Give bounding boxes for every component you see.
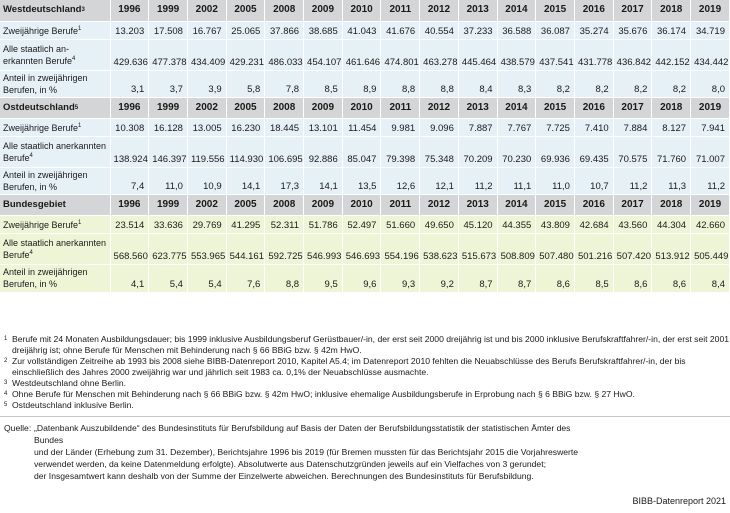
table-cell: 16.230 <box>226 118 265 136</box>
table-cell: 36.588 <box>497 21 536 39</box>
source-label: Quelle: <box>4 423 32 433</box>
table-cell: 7,6 <box>226 264 265 292</box>
row-label: Alle staatlich anerkannten Berufe$^4$ <box>0 233 110 264</box>
year-header: 2014 <box>497 0 536 21</box>
section-westdeutschland <box>0 0 730 97</box>
row-label: Anteil in zweijährigen Berufen, in % <box>0 264 110 292</box>
table-cell: 11,2 <box>458 167 497 194</box>
table-cell: 10.308 <box>110 118 149 136</box>
table-cell: 8,2 <box>652 70 691 97</box>
table-cell: 14,1 <box>226 167 265 194</box>
table-cell: 79.398 <box>381 136 420 167</box>
year-header: 1999 <box>149 194 188 215</box>
table-cell: 36.087 <box>536 21 575 39</box>
table-cell: 9,6 <box>342 264 381 292</box>
table-cell: 11,1 <box>497 167 536 194</box>
table-cell: 8,2 <box>613 70 652 97</box>
table-cell: 51.786 <box>304 215 343 233</box>
table-cell: 434.442 <box>691 39 730 70</box>
table-cell: 13.005 <box>187 118 226 136</box>
table-cell: 41.676 <box>381 21 420 39</box>
table-cell: 568.560 <box>110 233 149 264</box>
table-cell: 10,7 <box>574 167 613 194</box>
table-cell: 5,8 <box>226 70 265 97</box>
table-cell: 13.101 <box>304 118 343 136</box>
table-cell: 69.936 <box>536 136 575 167</box>
table-row <box>0 215 730 233</box>
year-header: 2019 <box>691 194 730 215</box>
year-header: 2019 <box>691 97 730 118</box>
table-cell: 11,0 <box>536 167 575 194</box>
table-cell: 546.993 <box>304 233 343 264</box>
table-cell: 40.554 <box>420 21 459 39</box>
table-cell: 85.047 <box>342 136 381 167</box>
table-row <box>0 136 730 167</box>
row-label: Alle staatlich an-erkannten Berufe$^4$ <box>0 39 110 70</box>
table-cell: 33.636 <box>149 215 188 233</box>
table-cell: 8,0 <box>691 70 730 97</box>
year-header: 2008 <box>265 97 304 118</box>
table-cell: 445.464 <box>458 39 497 70</box>
table-cell: 429.231 <box>226 39 265 70</box>
table-cell: 29.769 <box>187 215 226 233</box>
table-cell: 138.924 <box>110 136 149 167</box>
table-cell: 7.725 <box>536 118 575 136</box>
table-cell: 7.887 <box>458 118 497 136</box>
table-cell: 438.579 <box>497 39 536 70</box>
table-cell: 508.809 <box>497 233 536 264</box>
table-cell: 52.497 <box>342 215 381 233</box>
year-header: 2015 <box>536 97 575 118</box>
source-line: und der Länder (Erhebung zum 31. Dezember), Berichtsjahre 1996 bis 2019 (für Bremen mussten für das Berichtsjahr 2015 die Vorjahreswerte <box>34 447 579 457</box>
table-cell: 36.174 <box>652 21 691 39</box>
table-cell: 8,8 <box>265 264 304 292</box>
row-label: Zweijährige Berufe$^1$ <box>0 21 110 39</box>
table-cell: 486.033 <box>265 39 304 70</box>
table-cell: 11,3 <box>652 167 691 194</box>
table-cell: 35.676 <box>613 21 652 39</box>
year-header: 1996 <box>110 97 149 118</box>
table-cell: 18.445 <box>265 118 304 136</box>
table-cell: 12,1 <box>420 167 459 194</box>
year-header: 2016 <box>574 97 613 118</box>
table-row <box>0 39 730 70</box>
year-header: 2012 <box>420 97 459 118</box>
table-cell: 49.650 <box>420 215 459 233</box>
table-cell: 23.514 <box>110 215 149 233</box>
table-cell: 515.673 <box>458 233 497 264</box>
table-cell: 513.912 <box>652 233 691 264</box>
table-cell: 429.636 <box>110 39 149 70</box>
table-cell: 3,7 <box>149 70 188 97</box>
table-cell: 8,4 <box>691 264 730 292</box>
section-ostdeutschland <box>0 97 730 194</box>
row-label: Anteil in zweijährigen Berufen, in % <box>0 70 110 97</box>
year-header: 2012 <box>420 0 459 21</box>
row-label: Zweijährige Berufe$^1$ <box>0 118 110 136</box>
table-cell: 436.842 <box>613 39 652 70</box>
table-cell: 16.767 <box>187 21 226 39</box>
source-text <box>34 422 594 482</box>
year-header: 2016 <box>574 0 613 21</box>
year-header: 1996 <box>110 0 149 21</box>
table-cell: 8.127 <box>652 118 691 136</box>
table-row <box>0 264 730 292</box>
table-cell: 13.203 <box>110 21 149 39</box>
table-cell: 37.233 <box>458 21 497 39</box>
table-cell: 37.866 <box>265 21 304 39</box>
section-header-row <box>0 0 730 21</box>
table-cell: 501.216 <box>574 233 613 264</box>
region-title: Westdeutschland$^3$ <box>0 0 110 21</box>
table-cell: 71.007 <box>691 136 730 167</box>
footnote: 5 Ostdeutschland inklusive Berlin. <box>4 400 134 410</box>
region-title: Bundesgebiet <box>0 194 110 215</box>
section-bundesgebiet <box>0 194 730 292</box>
table-row <box>0 70 730 97</box>
year-header: 2008 <box>265 0 304 21</box>
table-cell: 8,3 <box>497 70 536 97</box>
table-cell: 43.560 <box>613 215 652 233</box>
table-cell: 34.719 <box>691 21 730 39</box>
year-header: 1999 <box>149 97 188 118</box>
table-cell: 42.660 <box>691 215 730 233</box>
table-cell: 69.435 <box>574 136 613 167</box>
section-header-row <box>0 97 730 118</box>
table-row <box>0 233 730 264</box>
table-cell: 14,1 <box>304 167 343 194</box>
year-header: 2018 <box>652 194 691 215</box>
table-cell: 7.410 <box>574 118 613 136</box>
table-cell: 507.480 <box>536 233 575 264</box>
row-label: Anteil in zweijährigen Berufen, in % <box>0 167 110 194</box>
table-cell: 38.685 <box>304 21 343 39</box>
table-cell: 11.454 <box>342 118 381 136</box>
table-cell: 41.043 <box>342 21 381 39</box>
table-cell: 8,2 <box>574 70 613 97</box>
table-cell: 44.304 <box>652 215 691 233</box>
table-cell: 544.161 <box>226 233 265 264</box>
table-cell: 477.378 <box>149 39 188 70</box>
table-cell: 4,1 <box>110 264 149 292</box>
table-cell: 8,2 <box>536 70 575 97</box>
source-line: der Insgesamtwert kann deshalb von der Summe der Einzelwerte abweichen. Berechnungen des Bundesinstituts für Berufsbildung. <box>34 471 534 481</box>
table-cell: 17.508 <box>149 21 188 39</box>
table-cell: 592.725 <box>265 233 304 264</box>
table-cell: 505.449 <box>691 233 730 264</box>
table-cell: 553.965 <box>187 233 226 264</box>
table-cell: 42.684 <box>574 215 613 233</box>
year-header: 2009 <box>304 97 343 118</box>
table-cell: 41.295 <box>226 215 265 233</box>
table-cell: 454.107 <box>304 39 343 70</box>
year-header: 2018 <box>652 97 691 118</box>
year-header: 2011 <box>381 194 420 215</box>
divider <box>0 416 730 417</box>
table-cell: 70.230 <box>497 136 536 167</box>
footnote: 1 Berufe mit 24 Monaten Ausbildungsdauer; bis 1999 inklusive Ausbildungsberuf Gerüstbauer/-in, der erst seit 2000 dreijährig ist und bis 2000 inklusive Berufskraftfahrer/-in, der erst seit 2001 dreijährig ist; ohne Berufe für Menschen mit Behinderung nach § 66 BBiG bzw. § 42m HwO. <box>4 334 730 355</box>
year-header: 2017 <box>613 97 652 118</box>
table-cell: 8,7 <box>458 264 497 292</box>
table-cell: 8,7 <box>497 264 536 292</box>
table-cell: 8,6 <box>536 264 575 292</box>
year-header: 2017 <box>613 194 652 215</box>
table-cell: 8,9 <box>342 70 381 97</box>
year-header: 2016 <box>574 194 613 215</box>
table-cell: 7,4 <box>110 167 149 194</box>
table-cell: 7.767 <box>497 118 536 136</box>
year-header: 2013 <box>458 0 497 21</box>
source-block <box>0 422 730 482</box>
table-row <box>0 21 730 39</box>
table-row <box>0 118 730 136</box>
table-cell: 43.809 <box>536 215 575 233</box>
year-header: 2010 <box>342 194 381 215</box>
year-header: 2011 <box>381 97 420 118</box>
table-cell: 11,2 <box>691 167 730 194</box>
table-cell: 9,2 <box>420 264 459 292</box>
year-header: 2005 <box>226 0 265 21</box>
table-cell: 3,9 <box>187 70 226 97</box>
table-cell: 461.646 <box>342 39 381 70</box>
year-header: 2019 <box>691 0 730 21</box>
footnote: 2 Zur vollständigen Zeitreihe ab 1993 bis 2008 siehe BIBB-Datenreport 2010, Kapitel A5.4; im Datenreport 2010 fehlten die Neuabschlüsse des Berufs Berufskraftfahrer/-in, der bis einschließlich des Jahres 2000 zweijährig war und jährlich seit 1983 ca. 0,1% der Neuabschlüsse ausmachte. <box>4 356 686 377</box>
year-header: 1996 <box>110 194 149 215</box>
year-header: 2014 <box>497 194 536 215</box>
footnote: 3 Westdeutschland ohne Berlin. <box>4 378 127 388</box>
table-cell: 92.886 <box>304 136 343 167</box>
row-label: Alle staatlich anerkannten Berufe$^4$ <box>0 136 110 167</box>
table-cell: 12,6 <box>381 167 420 194</box>
table-cell: 106.695 <box>265 136 304 167</box>
year-header: 2005 <box>226 97 265 118</box>
table-cell: 16.128 <box>149 118 188 136</box>
year-header: 2002 <box>187 194 226 215</box>
year-header: 2009 <box>304 194 343 215</box>
table-cell: 8,5 <box>574 264 613 292</box>
table-cell: 463.278 <box>420 39 459 70</box>
year-header: 2002 <box>187 0 226 21</box>
credit: BIBB-Datenreport 2021 <box>632 496 726 506</box>
year-header: 2002 <box>187 97 226 118</box>
source-line: „Datenbank Auszubildende“ des Bundesinstituts für Berufsbildung auf Basis der Daten der Berufsbildungsstatistik der statistischen Ämter des Bundes <box>34 423 571 445</box>
table-cell: 35.274 <box>574 21 613 39</box>
footnote: 4 Ohne Berufe für Menschen mit Behinderung nach § 66 BBiG bzw. § 42m HwO; inklusive ehemalige Ausbildungsberufe in Erprobung nach § 6 BBiG bzw. § 27 HwO. <box>4 389 635 399</box>
table-cell: 8,6 <box>613 264 652 292</box>
year-header: 2013 <box>458 97 497 118</box>
table-cell: 7.884 <box>613 118 652 136</box>
table-cell: 5,4 <box>187 264 226 292</box>
table-cell: 11,2 <box>613 167 652 194</box>
year-header: 2010 <box>342 0 381 21</box>
year-header: 2013 <box>458 194 497 215</box>
year-header: 2017 <box>613 0 652 21</box>
table-cell: 52.311 <box>265 215 304 233</box>
table-cell: 17,3 <box>265 167 304 194</box>
table-cell: 9,3 <box>381 264 420 292</box>
year-header: 2012 <box>420 194 459 215</box>
table-cell: 5,4 <box>149 264 188 292</box>
table-cell: 8,8 <box>420 70 459 97</box>
table-cell: 434.409 <box>187 39 226 70</box>
table-cell: 554.196 <box>381 233 420 264</box>
table-cell: 114.930 <box>226 136 265 167</box>
table-cell: 9.096 <box>420 118 459 136</box>
table-cell: 13,5 <box>342 167 381 194</box>
year-header: 1999 <box>149 0 188 21</box>
year-header: 2005 <box>226 194 265 215</box>
table-cell: 25.065 <box>226 21 265 39</box>
table-cell: 70.575 <box>613 136 652 167</box>
table-cell: 45.120 <box>458 215 497 233</box>
year-header: 2010 <box>342 97 381 118</box>
table-cell: 546.693 <box>342 233 381 264</box>
region-title: Ostdeutschland$^5$ <box>0 97 110 118</box>
table-cell: 7,8 <box>265 70 304 97</box>
table-cell: 71.760 <box>652 136 691 167</box>
table-cell: 437.541 <box>536 39 575 70</box>
year-header: 2014 <box>497 97 536 118</box>
table-cell: 3,1 <box>110 70 149 97</box>
year-header: 2015 <box>536 0 575 21</box>
table-cell: 474.801 <box>381 39 420 70</box>
table-cell: 75.348 <box>420 136 459 167</box>
table-cell: 507.420 <box>613 233 652 264</box>
table-cell: 8,4 <box>458 70 497 97</box>
table-cell: 538.623 <box>420 233 459 264</box>
table-cell: 442.152 <box>652 39 691 70</box>
section-header-row <box>0 194 730 215</box>
footnotes <box>0 334 730 428</box>
year-header: 2009 <box>304 0 343 21</box>
table-cell: 7.941 <box>691 118 730 136</box>
table-cell: 8,8 <box>381 70 420 97</box>
year-header: 2015 <box>536 194 575 215</box>
year-header: 2011 <box>381 0 420 21</box>
table-cell: 119.556 <box>187 136 226 167</box>
row-label: Zweijährige Berufe$^1$ <box>0 215 110 233</box>
table-cell: 146.397 <box>149 136 188 167</box>
table-cell: 9,5 <box>304 264 343 292</box>
year-header: 2008 <box>265 194 304 215</box>
table-row <box>0 167 730 194</box>
table-cell: 9.981 <box>381 118 420 136</box>
table-cell: 51.660 <box>381 215 420 233</box>
table-cell: 431.778 <box>574 39 613 70</box>
source-line: verwendet werden, da keine Datenmeldung erfolgte). Absolutwerte aus Datenschutzgründen jeweils auf ein Vielfaches von 3 gerundet; <box>34 459 546 469</box>
table-cell: 44.355 <box>497 215 536 233</box>
table-cell: 10,9 <box>187 167 226 194</box>
table-cell: 8,5 <box>304 70 343 97</box>
table-cell: 70.209 <box>458 136 497 167</box>
year-header: 2018 <box>652 0 691 21</box>
table-cell: 8,6 <box>652 264 691 292</box>
table-cell: 623.775 <box>149 233 188 264</box>
table-cell: 11,0 <box>149 167 188 194</box>
